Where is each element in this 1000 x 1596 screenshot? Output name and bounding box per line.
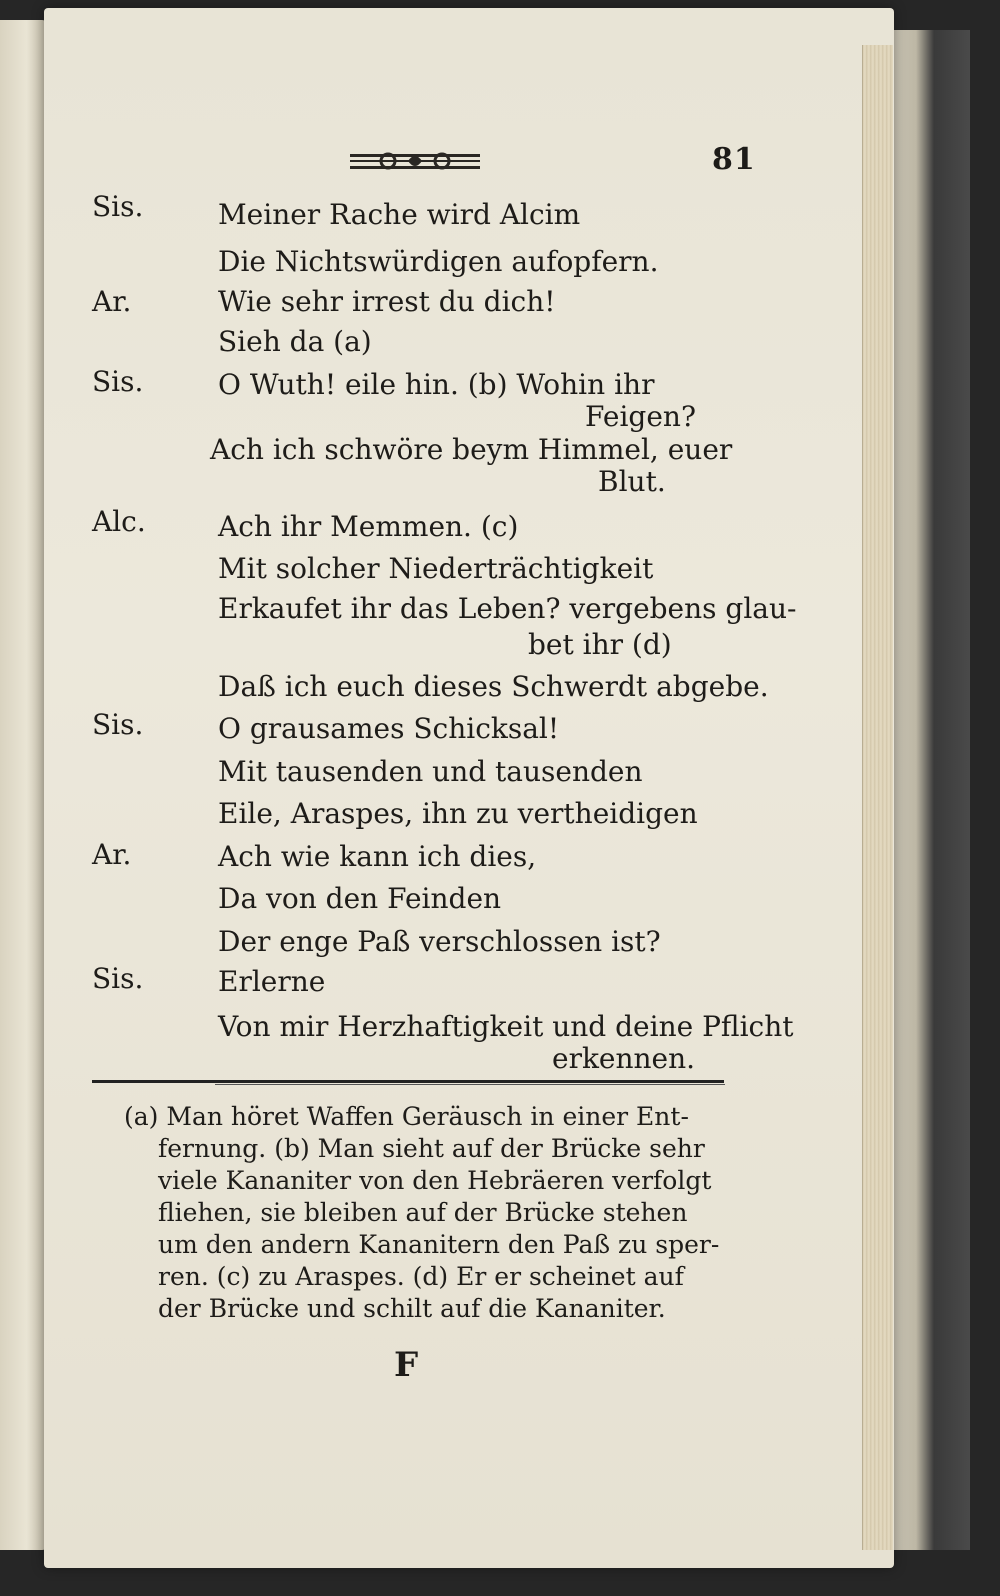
speaker-label: Alc. [92, 505, 146, 538]
speaker-label: Ar. [92, 838, 132, 871]
footnote-line: ren. (c) zu Araspes. (d) Er er scheinet auf [158, 1262, 684, 1291]
speaker-label: Sis. [92, 708, 144, 741]
footnote-divider-thin [215, 1084, 725, 1085]
footnote-line: der Brücke und schilt auf die Kananiter. [158, 1294, 666, 1323]
verse-line: O grausames Schicksal! [218, 712, 560, 745]
verse-line: Mit tausenden und tausenden [218, 755, 643, 788]
verse-line: Die Nichtswürdigen aufopfern. [218, 245, 659, 278]
verse-line: Erlerne [218, 965, 326, 998]
verse-line: Daß ich euch dieses Schwerdt abgebe. [218, 670, 769, 703]
verse-line: Erkaufet ihr das Leben? vergebens glau- [218, 592, 797, 625]
verse-line: Mit solcher Niederträchtigkeit [218, 552, 654, 585]
verse-line: Meiner Rache wird Alcim [218, 198, 581, 231]
verse-line: Eile, Araspes, ihn zu vertheidigen [218, 797, 698, 830]
speaker-label: Sis. [92, 190, 144, 223]
signature-mark: F [394, 1345, 419, 1385]
speaker-label: Sis. [92, 962, 144, 995]
speaker-label: Ar. [92, 285, 132, 318]
verse-line: Wie sehr irrest du dich! [218, 285, 556, 318]
verse-line: Ach ich schwöre beym Himmel, euer [210, 433, 733, 466]
verse-line: Ach wie kann ich dies, [218, 840, 537, 873]
footnote-line: (a) Man höret Waffen Geräusch in einer Ent- [124, 1102, 689, 1131]
verse-line: Da von den Feinden [218, 882, 502, 915]
verse-line: Blut. [598, 465, 666, 498]
page-number: 81 [712, 142, 756, 177]
verse-line: O Wuth! eile hin. (b) Wohin ihr [218, 368, 655, 401]
footnote-line: um den andern Kananitern den Paß zu sper- [158, 1230, 720, 1259]
verse-line: erkennen. [552, 1042, 696, 1075]
footnote-line: fliehen, sie bleiben auf der Brücke stehen [158, 1198, 688, 1227]
verse-line: Ach ihr Memmen. (c) [218, 510, 519, 543]
verse-line: Feigen? [585, 400, 696, 433]
verse-line: bet ihr (d) [528, 628, 672, 661]
footnote-line: fernung. (b) Man sieht auf der Brücke sehr [158, 1134, 705, 1163]
verse-line: Von mir Herzhaftigkeit und deine Pflicht [218, 1010, 794, 1043]
footnote-line: viele Kananiter von den Hebräeren verfolgt [158, 1166, 712, 1195]
verse-line: Der enge Paß verschlossen ist? [218, 925, 661, 958]
speaker-label: Sis. [92, 365, 144, 398]
verse-line: Sieh da (a) [218, 325, 372, 358]
footnote-divider [92, 1080, 724, 1083]
